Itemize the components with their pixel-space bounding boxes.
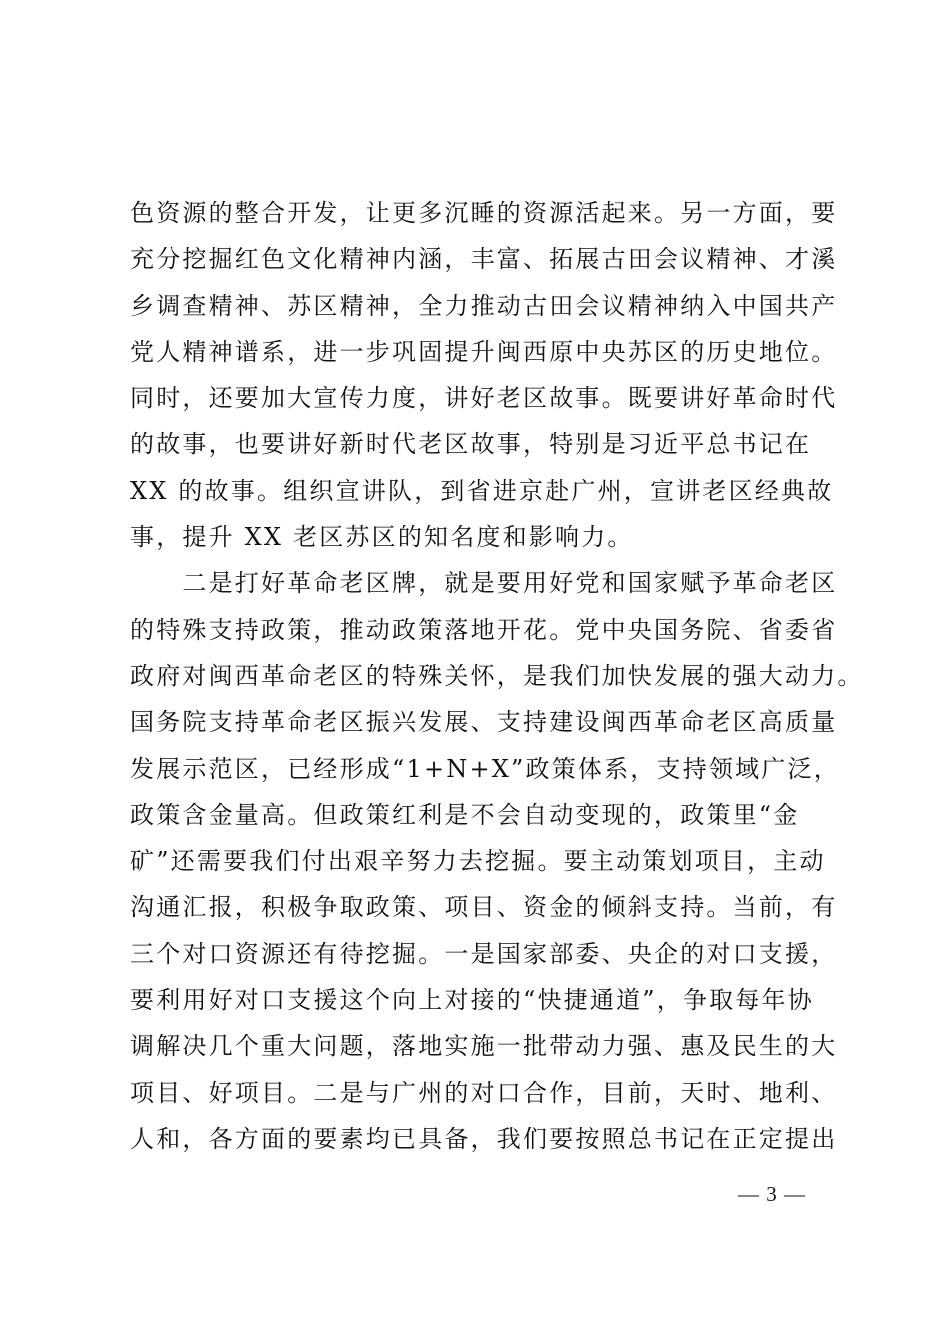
- text-line: 政策含金量高。但政策红利是不会自动变现的，政策里“金: [130, 800, 800, 829]
- text-line: 三个对口资源还有待挖掘。一是国家部委、央企的对口支援，: [130, 939, 838, 968]
- text-line: 沟通汇报，积极争取政策、项目、资金的倾斜支持。当前，有: [130, 893, 838, 922]
- text-line: 政府对闽西革命老区的特殊关怀，是我们加快发展的强大动力。: [130, 661, 864, 690]
- text-line: 同时，还要加大宣传力度，讲好老区故事。既要讲好革命时代: [130, 384, 838, 413]
- text-line: 乡调查精神、苏区精神，全力推动古田会议精神纳入中国共产: [130, 291, 838, 320]
- text-line: 事，提升 XX 老区苏区的知名度和影响力。: [130, 523, 634, 552]
- text-line: 人和，各方面的要素均已具备，我们要按照总书记在正定提出: [130, 1124, 838, 1153]
- page-number: — 3 —: [738, 1182, 806, 1206]
- text-line: XX 的故事。组织宣讲队，到省进京赴广州，宣讲老区经典故: [130, 476, 834, 505]
- text-line: 调解决几个重大问题，落地实施一批带动力强、惠及民生的大: [130, 1032, 838, 1061]
- text-line: 色资源的整合开发，让更多沉睡的资源活起来。另一方面，要: [130, 199, 838, 227]
- text-line: 党人精神谱系，进一步巩固提升闽西原中央苏区的历史地位。: [130, 337, 838, 366]
- text-line: 二是打好革命老区牌，就是要用好党和国家赋予革命老区: [130, 569, 838, 598]
- text-line: 要利用好对口支援这个向上对接的“快捷通道”，争取每年协: [130, 986, 814, 1015]
- text-line: 的特殊支持政策，推动政策落地开花。党中央国务院、省委省: [130, 615, 838, 644]
- text-line: 国务院支持革命老区振兴发展、支持建设闽西革命老区高质量: [130, 708, 838, 737]
- text-line: 项目、好项目。二是与广州的对口合作，目前，天时、地利、: [130, 1078, 838, 1107]
- body-text: [130, 190, 864, 1162]
- text-line: 的故事，也要讲好新时代老区故事，特别是习近平总书记在: [130, 430, 812, 459]
- text-line: 充分挖掘红色文化精神内涵，丰富、拓展古田会议精神、才溪: [130, 245, 838, 274]
- text-line: 矿”还需要我们付出艰辛努力去挖掘。要主动策划项目，主动: [130, 847, 826, 876]
- text-line: 发展示范区，已经形成“1+N+X”政策体系，支持领域广泛，: [130, 754, 840, 783]
